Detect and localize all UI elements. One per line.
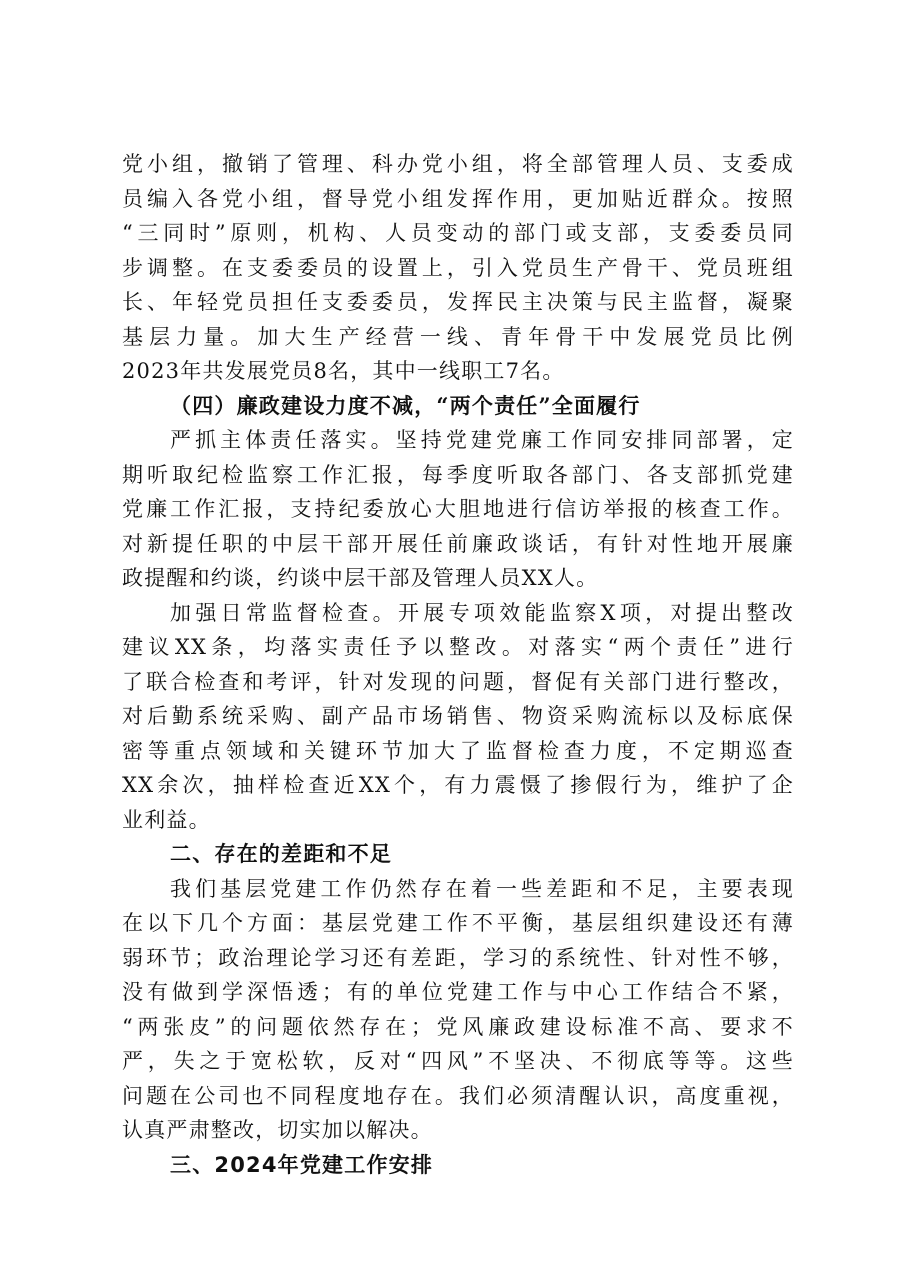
- body-text-line: 步调整。在支委委员的设置上，引入党员生产骨干、党员班组: [122, 255, 794, 280]
- paragraph-first-line: 我们基层党建工作仍然存在着一些差距和不足，主要表现: [170, 876, 794, 901]
- paragraph-first-line: 严抓主体责任落实。坚持党建党廉工作同安排同部署，定: [170, 428, 794, 452]
- body-text-line: 党廉工作汇报，支持纪委放心大胆地进行信访举报的核查工作。: [122, 497, 794, 521]
- body-text-line: “两张皮”的问题依然存在；党风廉政建设标准不高、要求不: [122, 1014, 794, 1039]
- body-text-line: 没有做到学深悟透；有的单位党建工作与中心工作结合不紧，: [122, 980, 794, 1004]
- body-text-line: 2023年共发展党员8名，其中一线职工7名。: [122, 359, 565, 383]
- body-text-line: 业利益。: [122, 807, 211, 832]
- body-text-line: 员编入各党小组，督导党小组发挥作用，更加贴近群众。按照: [122, 186, 794, 211]
- body-text-line: 问题在公司也不同程度地存在。我们必须清醒认识，高度重视，: [122, 1083, 794, 1108]
- body-text-line: 对新提任职的中层干部开展任前廉政谈话，有针对性地开展廉: [122, 531, 794, 556]
- body-text-line: 了联合检查和考评，针对发现的问题，督促有关部门进行整改，: [122, 669, 794, 694]
- section-subheading: （四）廉政建设力度不减，“两个责任”全面履行: [170, 392, 641, 418]
- document-page: [122, 147, 794, 1182]
- body-text-line: 弱环节；政治理论学习还有差距，学习的系统性、针对性不够，: [122, 945, 794, 970]
- body-text-line: 党小组，撤销了管理、科办党小组，将全部管理人员、支委成: [122, 152, 794, 176]
- section-heading: 三、2024年党建工作安排: [170, 1152, 434, 1177]
- section-heading: 二、存在的差距和不足: [170, 842, 392, 866]
- paragraph-first-line: 加强日常监督检查。开展专项效能监察X项，对提出整改: [170, 600, 794, 625]
- body-text-line: 严，失之于宽松软，反对“四风”不坚决、不彻底等等。这些: [122, 1049, 794, 1073]
- body-text-line: XX余次，抽样检查近XX个，有力震慑了掺假行为，维护了企: [122, 773, 794, 797]
- body-text-line: 认真严肃整改，切实加以解决。: [122, 1118, 433, 1142]
- body-text-line: 期听取纪检监察工作汇报，每季度听取各部门、各支部抓党建: [122, 462, 794, 487]
- body-text-line: 密等重点领域和关键环节加大了监督检查力度，不定期巡查: [122, 738, 794, 763]
- body-text-line: 对后勤系统采购、副产品市场销售、物资采购流标以及标底保: [122, 704, 794, 728]
- body-text-line: 在以下几个方面：基层党建工作不平衡，基层组织建设还有薄: [122, 911, 794, 935]
- body-text-line: 建议XX条，均落实责任予以整改。对落实“两个责任”进行: [122, 635, 794, 659]
- body-text-line: 政提醒和约谈，约谈中层干部及管理人员XX人。: [122, 566, 599, 590]
- body-text-line: “三同时”原则，机构、人员变动的部门或支部，支委委员同: [122, 221, 794, 245]
- body-text-line: 长、年轻党员担任支委委员，发挥民主决策与民主监督，凝聚: [122, 290, 794, 314]
- body-text-line: 基层力量。加大生产经营一线、青年骨干中发展党员比例: [122, 324, 794, 349]
